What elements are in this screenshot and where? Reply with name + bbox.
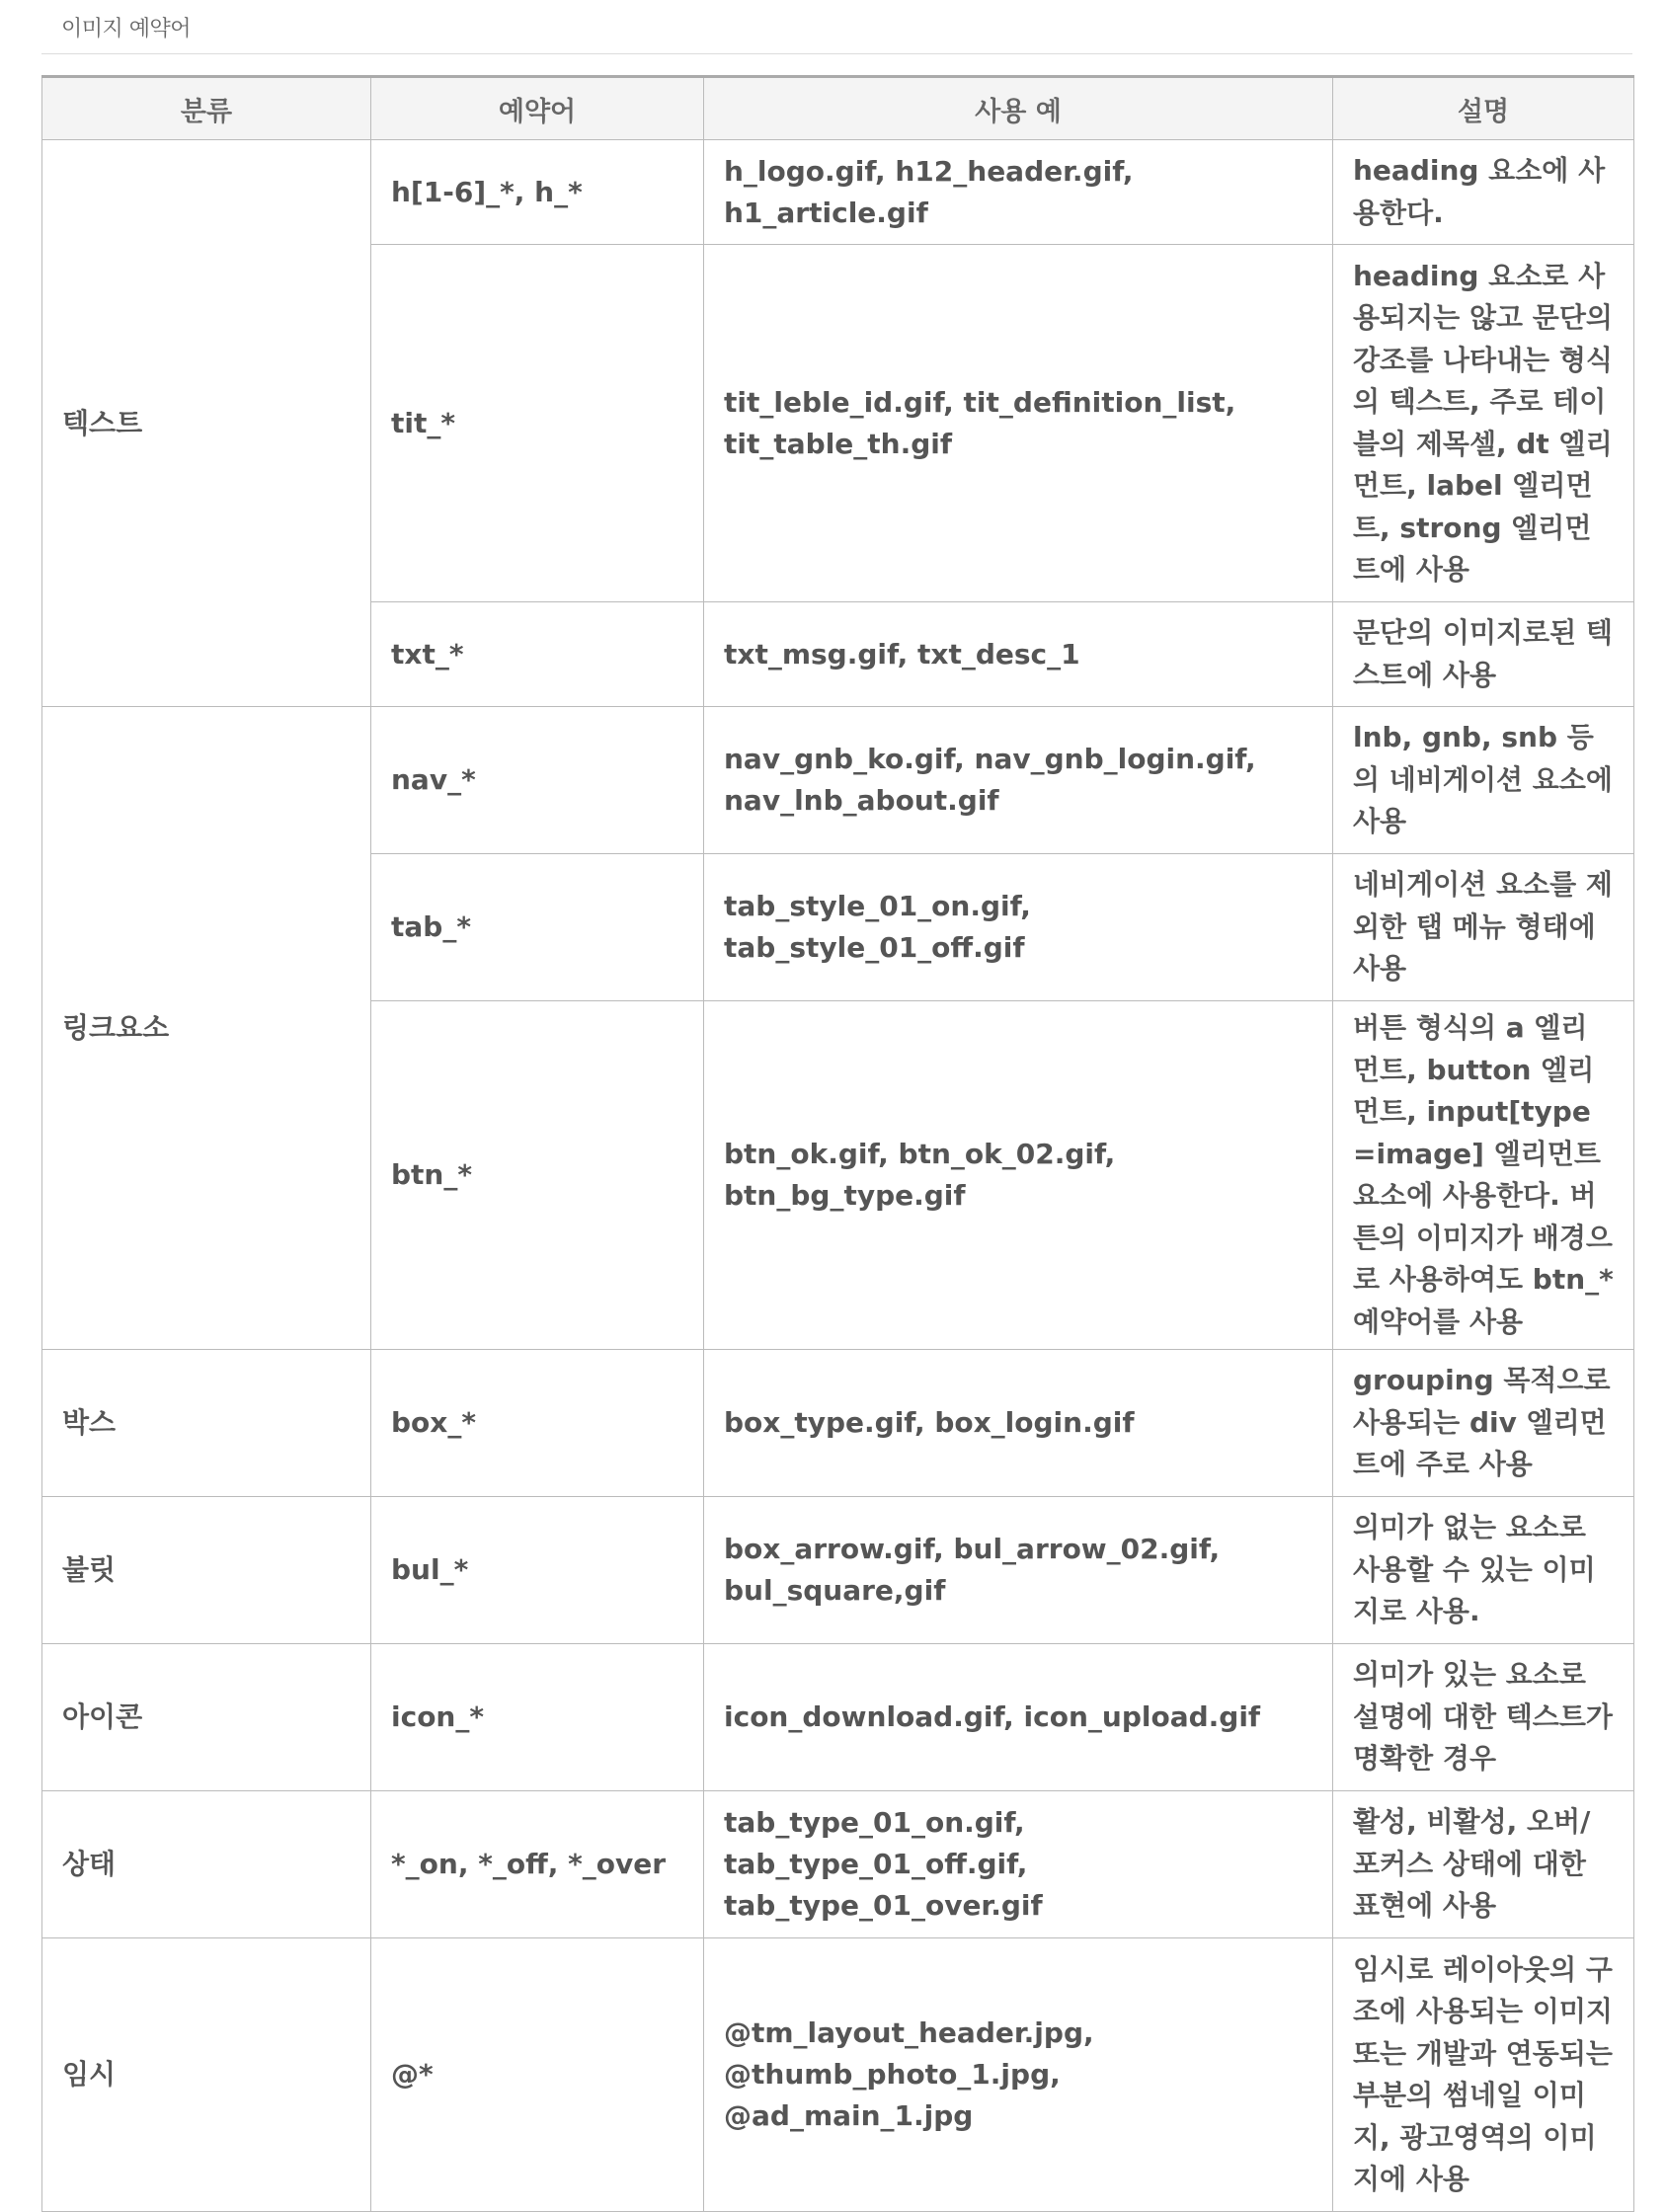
table-row — [42, 707, 1634, 854]
description-cell: grouping 목적으로 사용되는 div 엘리먼트에 주로 사용 — [1333, 1350, 1634, 1497]
description-cell: 문단의 이미지로된 텍스트에 사용 — [1333, 602, 1634, 707]
table-row — [42, 1938, 1634, 2212]
example-cell: icon_download.gif, icon_upload.gif — [704, 1644, 1333, 1791]
description-cell: 의미가 있는 요소로 설명에 대한 텍스트가 명확한 경우 — [1333, 1644, 1634, 1791]
category-cell: 텍스트 — [42, 140, 371, 707]
category-cell: 아이콘 — [42, 1644, 371, 1791]
keyword-cell: txt_* — [371, 602, 704, 707]
keyword-cell: @* — [371, 1938, 704, 2212]
header-example: 사용 예 — [704, 77, 1333, 140]
example-cell: tab_type_01_on.gif, tab_type_01_off.gif, tab_type_01_over.gif — [704, 1791, 1333, 1938]
example-cell: txt_msg.gif, txt_desc_1 — [704, 602, 1333, 707]
keyword-cell: box_* — [371, 1350, 704, 1497]
example-cell: tit_leble_id.gif, tit_definition_list, tit_table_th.gif — [704, 245, 1333, 602]
reserved-words-table — [41, 75, 1634, 2212]
table-header-row — [42, 77, 1634, 140]
description-cell: 의미가 없는 요소로 사용할 수 있는 이미지로 사용. — [1333, 1497, 1634, 1644]
header-keyword: 예약어 — [371, 77, 704, 140]
description-cell: 네비게이션 요소를 제외한 탭 메뉴 형태에 사용 — [1333, 854, 1634, 1001]
table-row — [42, 1350, 1634, 1497]
keyword-cell: tit_* — [371, 245, 704, 602]
category-cell: 상태 — [42, 1791, 371, 1938]
keyword-cell: tab_* — [371, 854, 704, 1001]
example-cell: box_type.gif, box_login.gif — [704, 1350, 1333, 1497]
keyword-cell: nav_* — [371, 707, 704, 854]
table-row — [42, 1644, 1634, 1791]
category-cell: 불릿 — [42, 1497, 371, 1644]
header-category: 분류 — [42, 77, 371, 140]
example-cell: tab_style_01_on.gif, tab_style_01_off.gif — [704, 854, 1333, 1001]
keyword-cell: *_on, *_off, *_over — [371, 1791, 704, 1938]
example-cell: box_arrow.gif, bul_arrow_02.gif, bul_square,gif — [704, 1497, 1333, 1644]
example-cell: btn_ok.gif, btn_ok_02.gif, btn_bg_type.gif — [704, 1001, 1333, 1350]
table-row — [42, 140, 1634, 245]
category-cell: 임시 — [42, 1938, 371, 2212]
description-cell: 임시로 레이아웃의 구조에 사용되는 이미지 또는 개발과 연동되는 부분의 썸네일 이미지, 광고영역의 이미지에 사용 — [1333, 1938, 1634, 2212]
category-cell: 링크요소 — [42, 707, 371, 1350]
keyword-cell: icon_* — [371, 1644, 704, 1791]
page-title: 이미지 예약어 — [61, 17, 192, 41]
description-cell: lnb, gnb, snb 등의 네비게이션 요소에 사용 — [1333, 707, 1634, 854]
keyword-cell: btn_* — [371, 1001, 704, 1350]
description-cell: 활성, 비활성, 오버/포커스 상태에 대한 표현에 사용 — [1333, 1791, 1634, 1938]
keyword-cell: bul_* — [371, 1497, 704, 1644]
description-cell: heading 요소에 사용한다. — [1333, 140, 1634, 245]
table-row — [42, 1791, 1634, 1938]
description-cell: heading 요소로 사용되지는 않고 문단의 강조를 나타내는 형식의 텍스트, 주로 테이블의 제목셀, dt 엘리먼트, label 엘리먼트, strong 엘리먼트에 사용 — [1333, 245, 1634, 602]
header-description: 설명 — [1333, 77, 1634, 140]
keyword-cell: h[1-6]_*, h_* — [371, 140, 704, 245]
title-divider — [41, 53, 1632, 54]
category-cell: 박스 — [42, 1350, 371, 1497]
example-cell: h_logo.gif, h12_header.gif, h1_article.gif — [704, 140, 1333, 245]
description-cell: 버튼 형식의 a 엘리먼트, button 엘리먼트, input[type=image] 엘리먼트 요소에 사용한다. 버튼의 이미지가 배경으로 사용하여도 btn_* 예약어를 사용 — [1333, 1001, 1634, 1350]
example-cell: nav_gnb_ko.gif, nav_gnb_login.gif, nav_lnb_about.gif — [704, 707, 1333, 854]
table-row — [42, 1497, 1634, 1644]
example-cell: @tm_layout_header.jpg, @thumb_photo_1.jpg, @ad_main_1.jpg — [704, 1938, 1333, 2212]
